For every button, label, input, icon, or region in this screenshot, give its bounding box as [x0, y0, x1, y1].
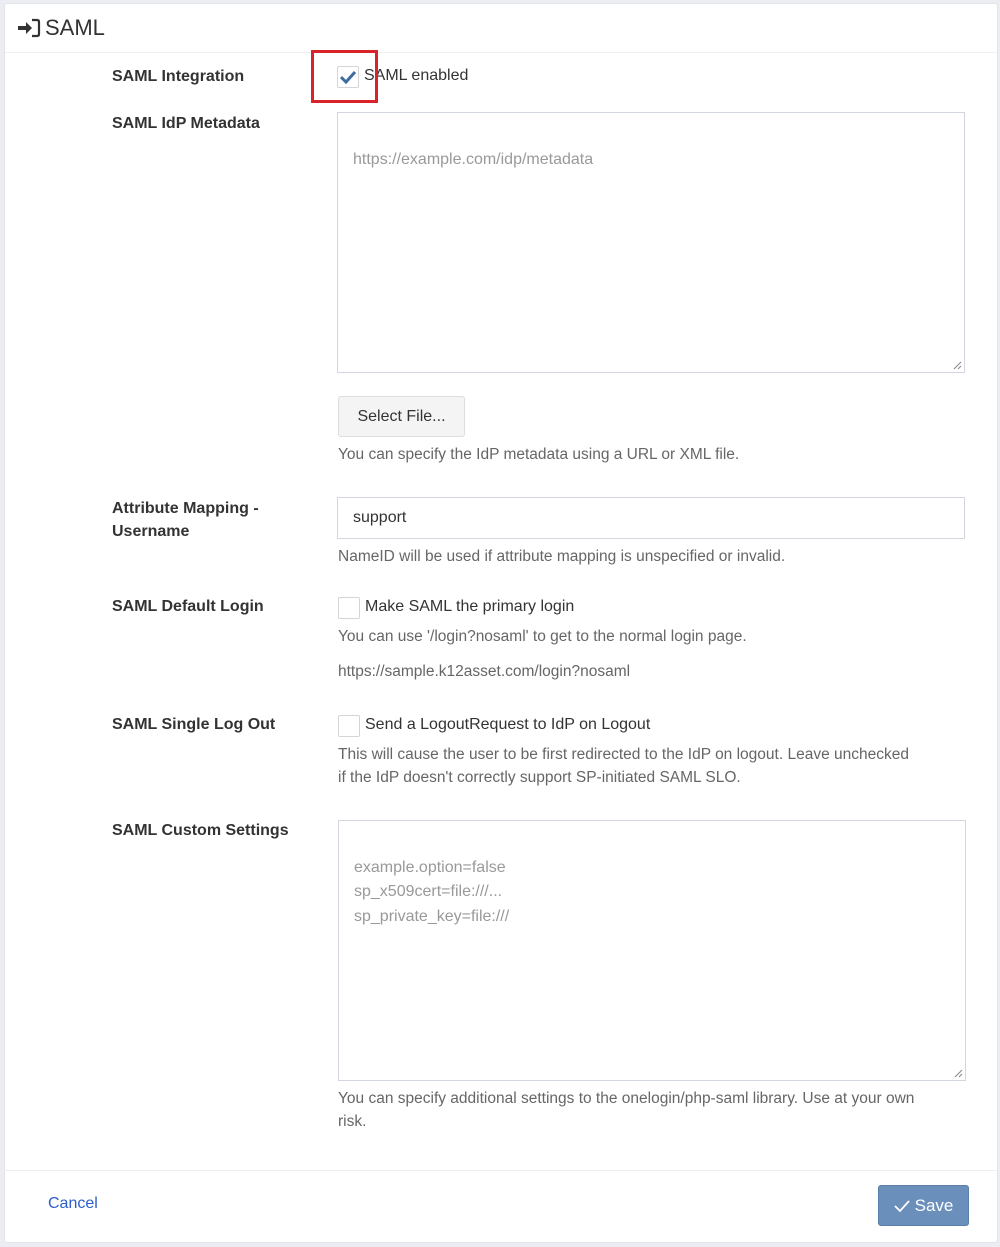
save-button[interactable] — [878, 1185, 969, 1226]
attribute-mapping-help: NameID will be used if attribute mapping is unspecified or invalid. — [338, 548, 786, 565]
checkmark-icon — [894, 1199, 910, 1213]
panel-header — [5, 4, 997, 53]
idp-metadata-placeholder: https://example.com/idp/metadata — [353, 150, 594, 168]
custom-settings-help — [338, 1087, 914, 1133]
saml-integration-label: SAML Integration — [112, 68, 245, 85]
single-logout-label: SAML Single Log Out — [112, 716, 276, 733]
custom-settings-help-line1: You can specify additional settings to the onelogin/php-saml library. Use at your own — [338, 1090, 915, 1107]
resize-handle-icon[interactable] — [953, 1068, 963, 1078]
saml-enabled-label[interactable]: SAML enabled — [364, 67, 469, 84]
primary-login-checkbox[interactable] — [338, 597, 360, 619]
single-logout-help-line2: if the IdP doesn't correctly support SP-initiated SAML SLO. — [338, 769, 741, 786]
default-login-label: SAML Default Login — [112, 598, 264, 615]
custom-settings-label: SAML Custom Settings — [112, 822, 289, 839]
checkmark-icon — [340, 70, 356, 84]
idp-metadata-help: You can specify the IdP metadata using a URL or XML file. — [338, 446, 740, 463]
sign-in-icon — [17, 18, 41, 38]
attribute-mapping-username-input[interactable] — [337, 497, 965, 539]
attribute-mapping-label — [112, 497, 259, 543]
attribute-mapping-label-line2: Username — [112, 523, 190, 540]
single-logout-help — [338, 743, 909, 789]
panel-footer — [0, 1170, 1000, 1240]
attribute-mapping-value: support — [353, 509, 407, 526]
saml-enabled-checkbox[interactable] — [337, 66, 359, 88]
attribute-mapping-label-line1: Attribute Mapping - — [112, 500, 259, 517]
resize-handle-icon[interactable] — [952, 360, 962, 370]
custom-settings-help-line2: risk. — [338, 1113, 367, 1130]
single-logout-help-line1: This will cause the user to be first redirected to the IdP on logout. Leave unchecked — [338, 746, 909, 763]
custom-settings-placeholder: example.option=false sp_x509cert=file:///... sp_private_key=file:/// — [354, 858, 510, 925]
default-login-help: You can use '/login?nosaml' to get to the normal login page. — [338, 628, 747, 645]
save-label: Save — [914, 1195, 954, 1215]
page-title: SAML — [45, 15, 105, 40]
primary-login-label[interactable]: Make SAML the primary login — [365, 598, 575, 615]
select-file-button[interactable]: Select File... — [338, 396, 465, 437]
cancel-link[interactable]: Cancel — [48, 1195, 98, 1212]
idp-metadata-label: SAML IdP Metadata — [112, 115, 260, 132]
logout-request-checkbox[interactable] — [338, 715, 360, 737]
logout-request-label[interactable]: Send a LogoutRequest to IdP on Logout — [365, 716, 651, 733]
custom-settings-textarea[interactable] — [338, 820, 966, 1081]
idp-metadata-textarea[interactable] — [337, 112, 965, 373]
nosaml-url: https://sample.k12asset.com/login?nosaml — [338, 663, 631, 680]
